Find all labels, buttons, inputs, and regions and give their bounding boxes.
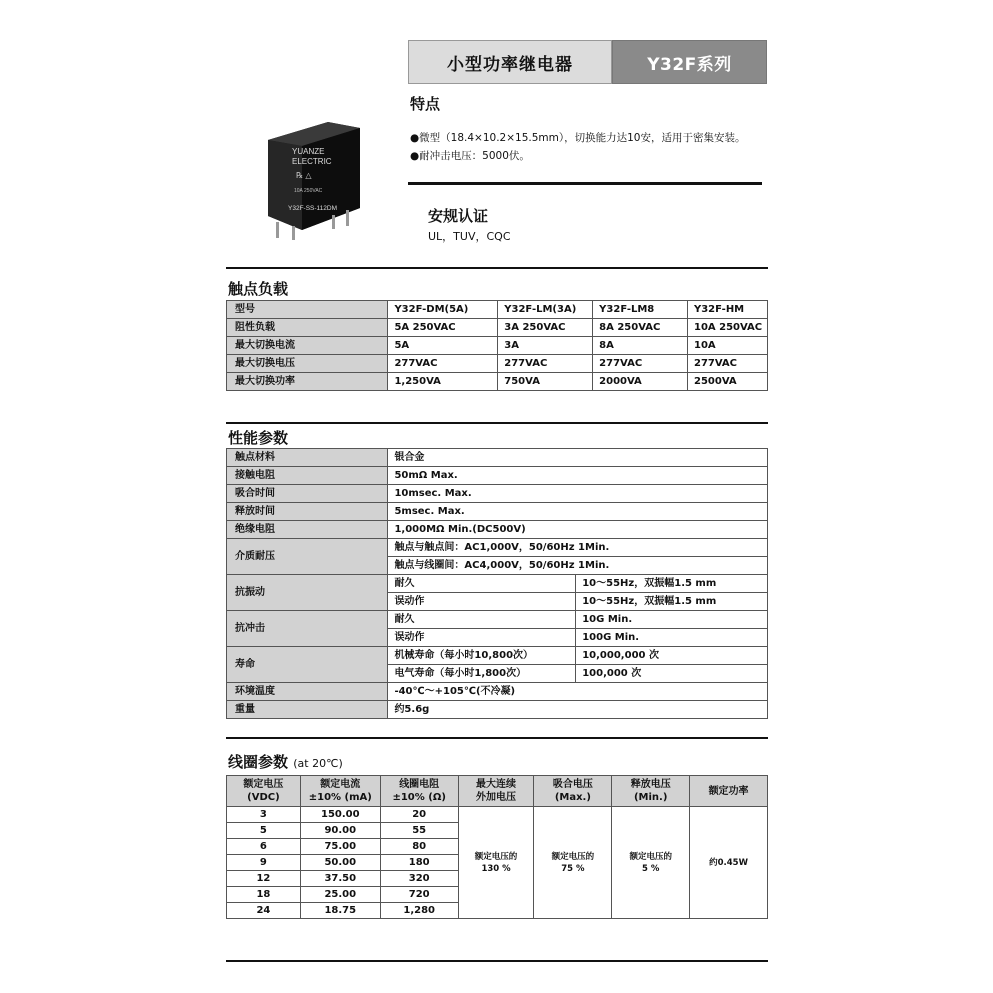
coil-title xyxy=(228,751,343,772)
table-row xyxy=(227,575,768,593)
cell: 约5.6g xyxy=(388,701,768,719)
cell: 20 xyxy=(380,807,458,823)
bottom-rule xyxy=(226,960,768,962)
relay-photo xyxy=(258,118,368,240)
row-label: 抗冲击 xyxy=(227,611,388,647)
cell: 10A 250VAC xyxy=(687,319,767,337)
performance-title: 性能参数 xyxy=(228,429,289,447)
col-header: 吸合电压 (Max.) xyxy=(534,776,612,807)
cell: 277VAC xyxy=(388,355,498,373)
row-label: 介质耐压 xyxy=(227,539,388,575)
cell: 12 xyxy=(227,871,301,887)
row-label: 最大切换功率 xyxy=(227,373,388,391)
svg-text:℞ △: ℞ △ xyxy=(296,171,312,180)
table-row xyxy=(227,337,768,355)
cell: 55 xyxy=(380,823,458,839)
cell: 1,000MΩ Min.(DC500V) xyxy=(388,521,768,539)
cell: 机械寿命（每小时10,800次） xyxy=(388,647,576,665)
cell: 90.00 xyxy=(300,823,380,839)
performance-rule xyxy=(226,422,768,424)
certification-title: 安规认证 xyxy=(428,207,489,225)
cell: 320 xyxy=(380,871,458,887)
cell: 100G Min. xyxy=(576,629,768,647)
cell: 80 xyxy=(380,839,458,855)
cell: 误动作 xyxy=(388,593,576,611)
cell: 5A 250VAC xyxy=(388,319,498,337)
cell: 3A xyxy=(498,337,593,355)
row-label: 最大切换电压 xyxy=(227,355,388,373)
table-row xyxy=(227,373,768,391)
row-label: 寿命 xyxy=(227,647,388,683)
cell: 2000VA xyxy=(593,373,688,391)
cell: Y32F-LM(3A) xyxy=(498,301,593,319)
cell: 耐久 xyxy=(388,575,576,593)
table-row xyxy=(227,701,768,719)
row-label: 吸合时间 xyxy=(227,485,388,503)
pickup-voltage-cell: 额定电压的 75 % xyxy=(534,807,612,919)
row-label: 型号 xyxy=(227,301,388,319)
contact-load-rule xyxy=(226,267,768,269)
coil-title-text: 线圈参数 xyxy=(228,753,289,771)
table-row xyxy=(227,319,768,337)
cell: 50mΩ Max. xyxy=(388,467,768,485)
cell: 25.00 xyxy=(300,887,380,903)
cell: 电气寿命（每小时1,800次） xyxy=(388,665,576,683)
cell: Y32F-DM(5A) xyxy=(388,301,498,319)
table-row xyxy=(227,449,768,467)
max-voltage-cell: 额定电压的 130 % xyxy=(458,807,534,919)
cell: 银合金 xyxy=(388,449,768,467)
cell: 8A xyxy=(593,337,688,355)
table-row xyxy=(227,301,768,319)
cell: 9 xyxy=(227,855,301,871)
row-label: 触点材料 xyxy=(227,449,388,467)
cell: 750VA xyxy=(498,373,593,391)
performance-table xyxy=(226,448,768,719)
col-header: 额定功率 xyxy=(690,776,768,807)
relay-model: Y32F-SS-112DM xyxy=(288,205,338,212)
cell: 150.00 xyxy=(300,807,380,823)
cell: 10～55Hz，双振幅1.5 mm xyxy=(576,593,768,611)
table-row xyxy=(227,611,768,629)
cell: 277VAC xyxy=(687,355,767,373)
row-label: 释放时间 xyxy=(227,503,388,521)
row-label: 抗振动 xyxy=(227,575,388,611)
cell: -40℃～+105℃(不冷凝) xyxy=(388,683,768,701)
contact-load-title: 触点负载 xyxy=(228,280,289,298)
cell: 5msec. Max. xyxy=(388,503,768,521)
cell: 277VAC xyxy=(498,355,593,373)
table-row xyxy=(227,807,768,823)
certification-value: UL，TUV，CQC xyxy=(428,230,511,243)
cell: 18 xyxy=(227,887,301,903)
cell: 10～55Hz，双振幅1.5 mm xyxy=(576,575,768,593)
cell: 10A xyxy=(687,337,767,355)
cell: 1,280 xyxy=(380,903,458,919)
cell: 10msec. Max. xyxy=(388,485,768,503)
cell: Y32F-HM xyxy=(687,301,767,319)
cell: 37.50 xyxy=(300,871,380,887)
table-header-row xyxy=(227,776,768,807)
row-label: 重量 xyxy=(227,701,388,719)
feature-line-2: ●耐冲击电压：5000伏。 xyxy=(410,150,530,162)
table-row xyxy=(227,521,768,539)
cell: 180 xyxy=(380,855,458,871)
header-title: 小型功率继电器 xyxy=(408,40,612,84)
table-row xyxy=(227,539,768,557)
cell: 10G Min. xyxy=(576,611,768,629)
cell: 18.75 xyxy=(300,903,380,919)
cell: 10,000,000 次 xyxy=(576,647,768,665)
cell: 触点与线圈间：AC4,000V，50/60Hz 1Min. xyxy=(388,557,768,575)
coil-rule xyxy=(226,737,768,739)
cell: 3A 250VAC xyxy=(498,319,593,337)
cell: 6 xyxy=(227,839,301,855)
cell: 2500VA xyxy=(687,373,767,391)
table-row xyxy=(227,503,768,521)
cell: 1,250VA xyxy=(388,373,498,391)
coil-title-sub: (at 20℃) xyxy=(293,757,343,770)
features-title: 特点 xyxy=(410,95,441,113)
col-header: 线圈电阻 ±10% (Ω) xyxy=(380,776,458,807)
cell: 耐久 xyxy=(388,611,576,629)
feature-line-1: ●微型（18.4×10.2×15.5mm），切换能力达10安，适用于密集安装。 xyxy=(410,132,746,144)
cell: 5 xyxy=(227,823,301,839)
table-row xyxy=(227,485,768,503)
relay-brand-2: ELECTRIC xyxy=(292,157,332,166)
dropout-voltage-cell: 额定电压的 5 % xyxy=(612,807,690,919)
col-header: 释放电压 (Min.) xyxy=(612,776,690,807)
cell: 720 xyxy=(380,887,458,903)
table-row xyxy=(227,647,768,665)
cell: 3 xyxy=(227,807,301,823)
row-label: 环境温度 xyxy=(227,683,388,701)
contact-load-table xyxy=(226,300,768,391)
relay-rating: 10A 250VAC xyxy=(294,188,323,194)
cell: 75.00 xyxy=(300,839,380,855)
table-row xyxy=(227,467,768,485)
cell: 触点与触点间：AC1,000V，50/60Hz 1Min. xyxy=(388,539,768,557)
cell: 277VAC xyxy=(593,355,688,373)
row-label: 绝缘电阻 xyxy=(227,521,388,539)
power-cell: 约0.45W xyxy=(690,807,768,919)
cell: 5A xyxy=(388,337,498,355)
cell: 8A 250VAC xyxy=(593,319,688,337)
cell: 误动作 xyxy=(388,629,576,647)
col-header: 额定电压 (VDC) xyxy=(227,776,301,807)
table-row xyxy=(227,355,768,373)
col-header: 额定电流 ±10% (mA) xyxy=(300,776,380,807)
coil-table xyxy=(226,775,768,919)
col-header: 最大连续 外加电压 xyxy=(458,776,534,807)
cell: 50.00 xyxy=(300,855,380,871)
cell: 100,000 次 xyxy=(576,665,768,683)
table-row xyxy=(227,683,768,701)
row-label: 阻性负载 xyxy=(227,319,388,337)
features-divider xyxy=(408,182,762,185)
row-label: 最大切换电流 xyxy=(227,337,388,355)
relay-brand-1: YUANZE xyxy=(292,147,325,156)
cell: 24 xyxy=(227,903,301,919)
header-series: Y32F系列 xyxy=(612,40,767,84)
cell: Y32F-LM8 xyxy=(593,301,688,319)
row-label: 接触电阻 xyxy=(227,467,388,485)
